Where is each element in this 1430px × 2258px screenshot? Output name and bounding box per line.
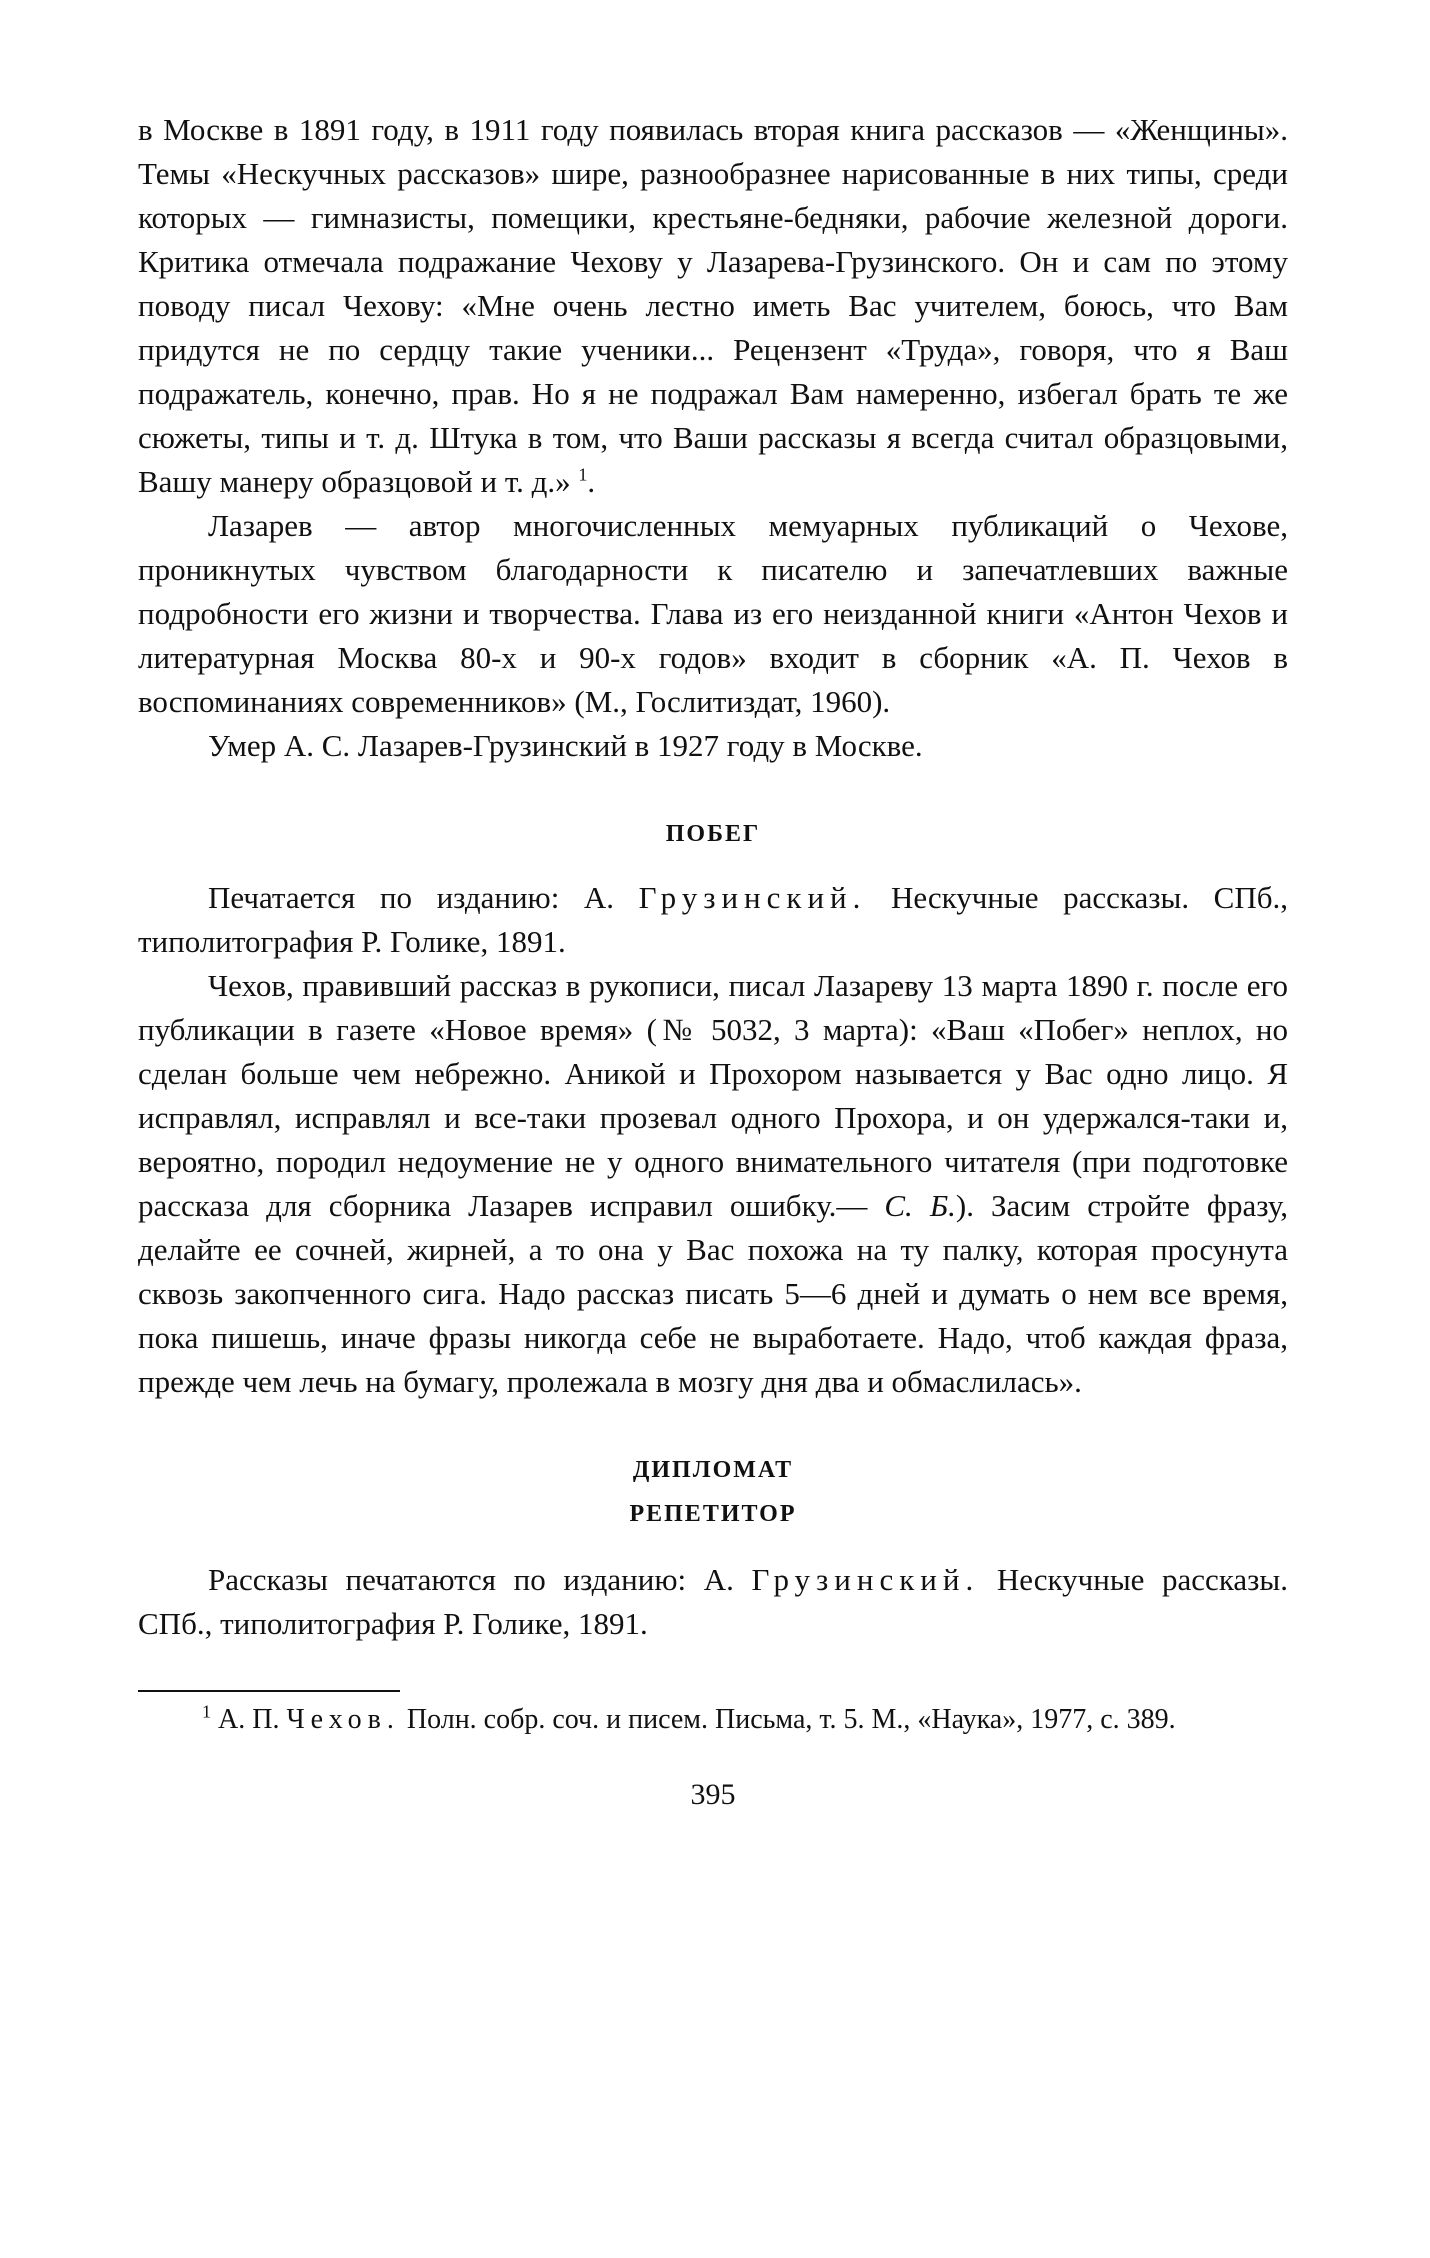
footnote-mark: 1 xyxy=(202,1701,211,1722)
section2-paragraph-1 xyxy=(138,1558,1288,1646)
edition-text: Рассказы печатаются по изданию: А. xyxy=(208,1562,752,1597)
footnote-author: Чехов. xyxy=(286,1704,400,1735)
footnote xyxy=(138,1700,1288,1740)
letter-quote-rest: ). Засим стройте фразу, делайте ее сочней, жирней, а то она у Вас похожа на ту палку, которая просунута сквозь закопченного сига. Надо рассказ писать 5—6 дней и думать о нем все время, пока пишешь, иначе фразы никогда себе не выработаете. Надо, чтоб каждая фраза, прежде чем лечь на бумагу, пролежала в мозгу дня два и обмаслилась». xyxy=(138,1188,1288,1399)
footnote-text: А. П. xyxy=(211,1704,287,1735)
paragraph-end: . xyxy=(587,464,596,499)
footnote-reference: 1 xyxy=(578,464,588,485)
editor-initials: С. Б. xyxy=(884,1188,956,1223)
author-name: Грузинский. xyxy=(638,880,867,915)
letter-quote: Чехов, правивший рассказ в рукописи, писал Лазареву 13 марта 1890 г. после его публикации в газете «Новое время» (№ 5032, 3 марта): «Ваш «Побег» неплох, но сделан больше чем небрежно. Аникой и Прохором называется у Вас одно лицо. Я исправлял, исправлял и все-таки прозевал одного Прохора, и он удержался-таки и, вероятно, породил недоумение не у одного внимательного читателя (при подготовке рассказа для сборника Лазарев исправил ошибку.— xyxy=(138,968,1288,1223)
body-paragraph-3: Умер А. С. Лазарев-Грузинский в 1927 году в Москве. xyxy=(208,728,923,763)
edition-text-rest: Нескучные рассказы. СПб., типолитография Р. Голике, 1891. xyxy=(138,880,1289,959)
paragraph-text: в Москве в 1891 году, в 1911 году появилась вторая книга рассказов — «Женщины». Темы «Нескучных рассказов» шире, разнообразнее нарисованные в них типы, среди которых — гимназисты, помещики, крестьяне-бедняки, рабочие железной дороги. Критика отмечала подражание Чехову у Лазарева-Грузинского. Он и сам по этому поводу писал Чехову: «Мне очень лестно иметь Вас учителем, боюсь, что Вам придутся не по сердцу такие ученики... Рецензент «Труда», говоря, что я Ваш подражатель, конечно, прав. Но я не подражал Вам намеренно, избегал брать те же сюжеты, типы и т. д. Штука в том, что Ваши рассказы я всегда считал образцовыми, Вашу манеру образцовой и т. д.» xyxy=(138,112,1288,499)
section1-paragraph-1 xyxy=(138,876,1288,964)
author-name: Грузинский. xyxy=(751,1562,980,1597)
section1-paragraph-2 xyxy=(138,964,1288,1404)
edition-text: Печатается по изданию: А. xyxy=(208,880,639,915)
footnote-divider xyxy=(138,1690,400,1692)
edition-text-rest: Нескучные рассказы. СПб., типолитография Р. Голике, 1891. xyxy=(138,1562,1288,1641)
body-paragraph-2: Лазарев — автор многочисленных мемуарных публикаций о Чехове, проникнутых чувством благодарности к писателю и запечатлевших важные подробности его жизни и творчества. Глава из его неизданной книги «Антон Чехов и литературная Москва 80-х и 90-х годов» входит в сборник «А. П. Чехов в воспоминаниях современников» (М., Гослитиздат, 1960). xyxy=(138,508,1288,719)
section-heading-repetitor: РЕПЕТИТОР xyxy=(629,1501,797,1527)
body-paragraph-1 xyxy=(138,108,1288,504)
page-number: 395 xyxy=(690,1778,736,1811)
document-page xyxy=(138,108,1288,1812)
footnote-text-rest: Полн. собр. соч. и писем. Письма, т. 5. М., «Наука», 1977, с. 389. xyxy=(399,1704,1176,1735)
section-heading-diplomat: ДИПЛОМАТ xyxy=(632,1457,794,1483)
section-heading-pobeg: ПОБЕГ xyxy=(665,821,761,847)
